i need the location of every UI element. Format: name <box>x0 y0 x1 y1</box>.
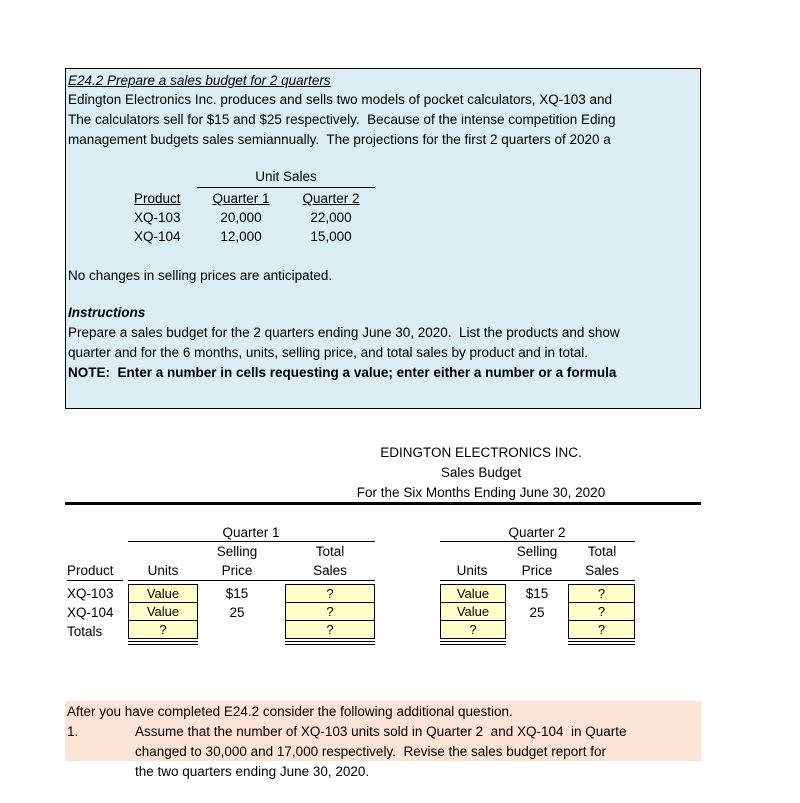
q1-price-header: Price <box>221 563 253 578</box>
report-title: Sales Budget <box>440 465 522 480</box>
unit-sales-cell-q1: 20,000 <box>220 210 262 225</box>
q1-header-underline <box>128 580 375 581</box>
q2-units-total-double-rule <box>440 641 506 645</box>
unit-sales-cell-q2: 22,000 <box>310 210 352 225</box>
input-cell-totals-q1-units[interactable]: ? <box>128 620 198 639</box>
unit-sales-cell-product: XQ-104 <box>134 229 181 244</box>
input-cell-xq104-q1-sales[interactable]: ? <box>285 602 375 621</box>
followup-line-1: Assume that the number of XQ-103 units sold in Quarter 2 and XQ-104 in Quarte <box>135 724 627 739</box>
q2-units-input-column <box>440 584 506 645</box>
q1-units-total-double-rule <box>128 641 198 645</box>
q1-units-input-column <box>128 584 198 645</box>
q2-price-xq104: 25 <box>529 605 545 620</box>
intro-line-3: management budgets sales semiannually. The projections for the first 2 quarters of 2020 a <box>68 132 611 147</box>
q1-selling-header: Selling <box>216 544 258 559</box>
intro-line-2: The calculators sell for $15 and $25 respectively. Because of the intense competition Eding <box>68 112 616 127</box>
q2-sales-total-double-rule <box>568 641 635 645</box>
report-company-name: EDINGTON ELECTRONICS INC. <box>380 445 582 460</box>
unit-sales-top-rule <box>197 187 375 188</box>
product-column-header: Product <box>67 563 114 578</box>
unit-sales-cell-q1: 12,000 <box>220 229 262 244</box>
input-cell-xq104-q2-sales[interactable]: ? <box>568 602 635 621</box>
q1-sales-total-double-rule <box>285 641 375 645</box>
unit-sales-header-q1: Quarter 1 <box>212 191 270 206</box>
q1-sales-input-column <box>285 584 375 645</box>
q1-price-xq103: $15 <box>225 586 249 601</box>
input-cell-totals-q2-units[interactable]: ? <box>440 620 506 639</box>
input-cell-xq104-q1-units[interactable]: Value <box>128 602 198 621</box>
q2-sales-header: Sales <box>585 563 619 578</box>
instructions-line-2: quarter and for the 6 months, units, selling price, and total sales by product and in total. <box>68 345 589 360</box>
instructions-heading: Instructions <box>68 305 146 320</box>
input-cell-xq103-q1-sales[interactable]: ? <box>285 584 375 603</box>
row-label-xq103: XQ-103 <box>67 586 114 601</box>
unit-sales-header-product: Product <box>134 191 181 206</box>
quarter2-header: Quarter 2 <box>508 525 566 540</box>
q1-total-header: Total <box>315 544 345 559</box>
report-divider-rule <box>65 502 701 505</box>
q2-price-header: Price <box>521 563 553 578</box>
q2-header-underline <box>440 580 635 581</box>
quarter1-underline <box>128 541 375 542</box>
input-cell-xq103-q2-sales[interactable]: ? <box>568 584 635 603</box>
q1-price-xq104: 25 <box>229 605 245 620</box>
input-cell-xq104-q2-units[interactable]: Value <box>440 602 506 621</box>
intro-line-1: Edington Electronics Inc. produces and sells two models of pocket calculators, XQ-103 and <box>68 92 613 107</box>
row-label-totals: Totals <box>67 624 103 639</box>
quarter1-header: Quarter 1 <box>222 525 280 540</box>
q2-units-header: Units <box>456 563 488 578</box>
product-header-underline <box>67 580 123 581</box>
q2-sales-input-column <box>568 584 635 645</box>
unit-sales-header-q2: Quarter 2 <box>302 191 360 206</box>
q2-price-xq103: $15 <box>525 586 549 601</box>
unit-sales-cell-product: XQ-103 <box>134 210 181 225</box>
unit-sales-title: Unit Sales <box>255 169 317 184</box>
input-cell-totals-q2-sales[interactable]: ? <box>568 620 635 639</box>
followup-item-number: 1. <box>67 724 79 739</box>
followup-line-2: changed to 30,000 and 17,000 respectively. Revise the sales budget report for <box>135 744 607 759</box>
unit-sales-cell-q2: 15,000 <box>310 229 352 244</box>
row-label-xq104: XQ-104 <box>67 605 114 620</box>
q2-selling-header: Selling <box>516 544 558 559</box>
no-changes-note: No changes in selling prices are anticipated. <box>68 268 333 283</box>
q1-sales-header: Sales <box>313 563 347 578</box>
followup-intro: After you have completed E24.2 consider the following additional question. <box>67 704 513 719</box>
input-cell-xq103-q1-units[interactable]: Value <box>128 584 198 603</box>
report-period: For the Six Months Ending June 30, 2020 <box>356 485 606 500</box>
problem-statement-panel <box>65 68 701 409</box>
q2-total-header: Total <box>587 544 617 559</box>
note-line: NOTE: Enter a number in cells requesting a value; enter either a number or a formula <box>68 365 617 380</box>
input-cell-totals-q1-sales[interactable]: ? <box>285 620 375 639</box>
followup-question-panel <box>65 701 701 761</box>
exercise-title: E24.2 Prepare a sales budget for 2 quarters <box>68 73 331 88</box>
q1-units-header: Units <box>147 563 179 578</box>
instructions-line-1: Prepare a sales budget for the 2 quarters ending June 30, 2020. List the products and show <box>68 325 620 340</box>
quarter2-underline <box>440 541 635 542</box>
input-cell-xq103-q2-units[interactable]: Value <box>440 584 506 603</box>
followup-line-3: the two quarters ending June 30, 2020. <box>135 764 370 779</box>
